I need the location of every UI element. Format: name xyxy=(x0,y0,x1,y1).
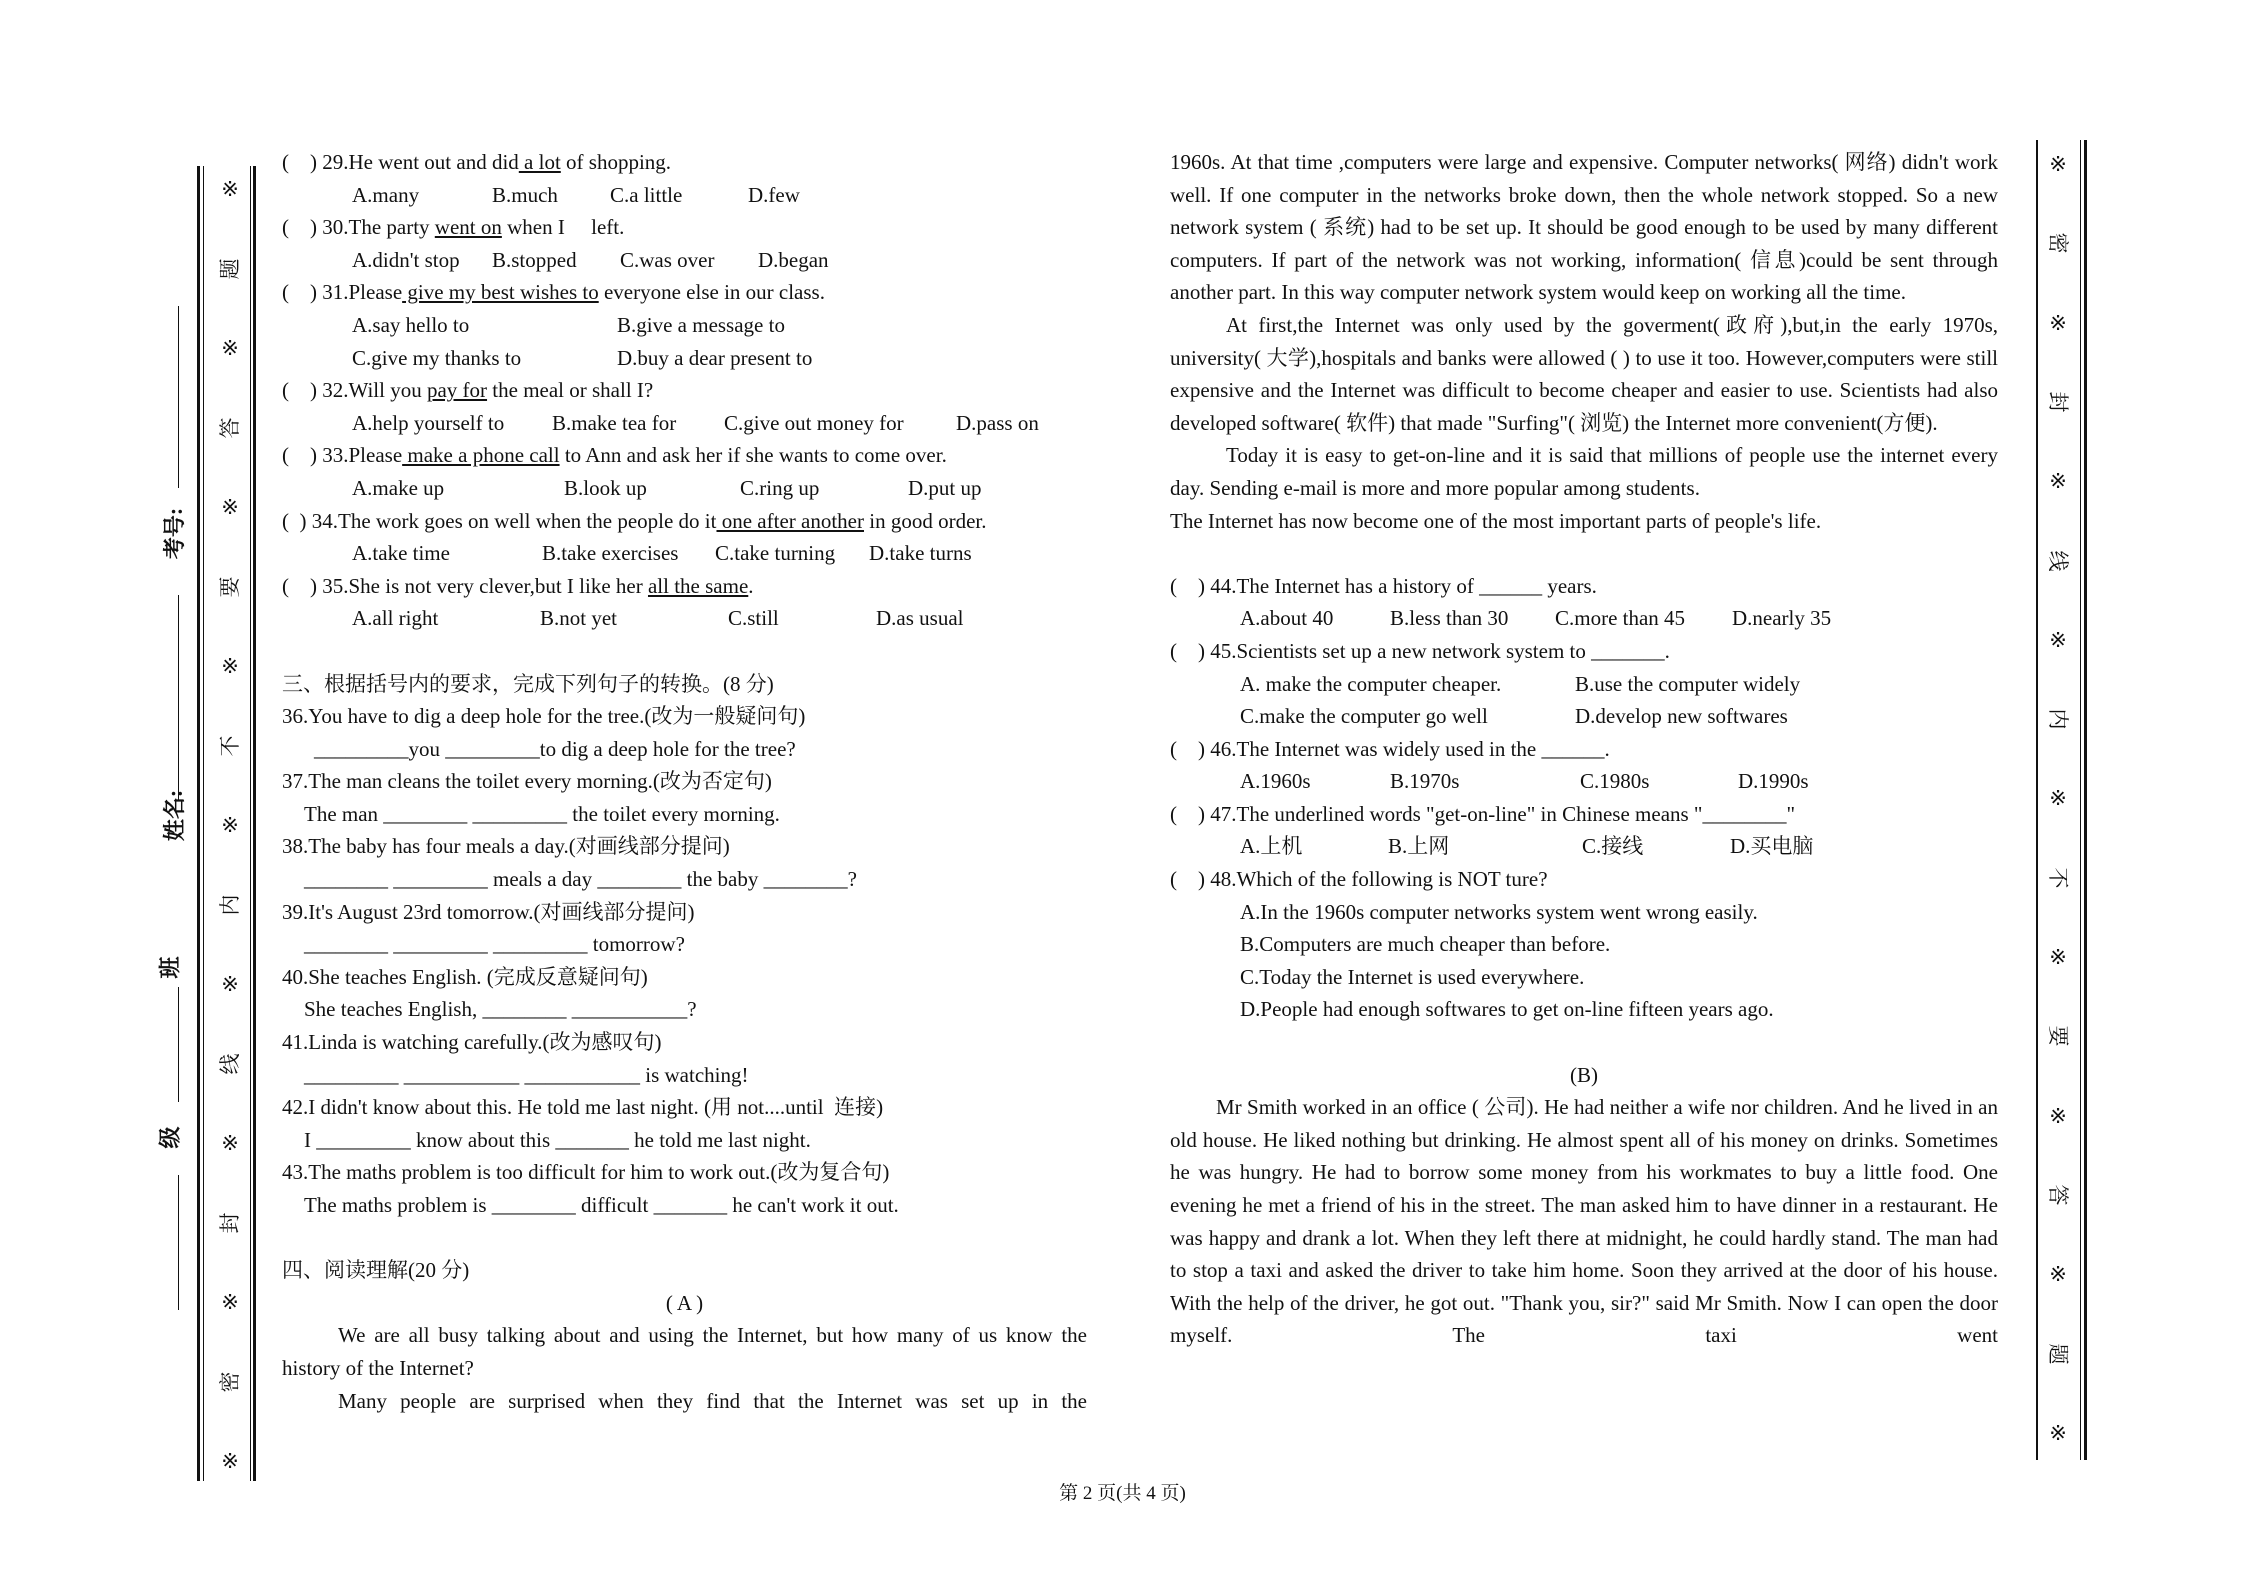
passage-a-paragraph: 1960s. At that time ,computers were large and expensive. Computer networks( 网络) didn't work well. If one computer in the networks broke down, then the whole network stopped. So a new network system ( 系统) had to be set up. It should be good enough to be used by many different computers. If part of the network was not working, information( 信息)could be sent through another part. In this way computer network system would keep on working all the time. xyxy=(1170,150,1998,305)
option: D.put up xyxy=(908,475,982,500)
option: B.take exercises xyxy=(542,541,679,566)
option: C.take turning xyxy=(715,541,836,566)
option: C.give my thanks to xyxy=(352,345,522,370)
answer-42: I _________ know about this _______ he told me last night. xyxy=(304,1127,811,1152)
sentence-39: 39.It's August 23rd tomorrow.(对画线部分提问) xyxy=(282,899,695,924)
binding-mark: ※ xyxy=(2049,1262,2067,1287)
question-47: ( ) 47.The underlined words "get-on-line" in Chinese means "________" xyxy=(1170,801,1796,826)
question-30: ( ) 30.The party went on when I left. xyxy=(282,215,625,240)
section-3-title: 三、根据括号内的要求，完成下列句子的转换。(8 分) xyxy=(282,671,774,696)
option: B.less than 30 xyxy=(1390,606,1509,631)
label-line xyxy=(178,306,179,488)
option: C.give out money for xyxy=(724,410,904,435)
answer-37: The man ________ _________ the toilet every morning. xyxy=(304,801,780,826)
binding-char: 线 xyxy=(2046,550,2070,571)
options-31 xyxy=(282,309,1087,342)
question-33: ( ) 33.Please make a phone call to Ann and ask her if she wants to come over. xyxy=(282,443,947,468)
option: B.use the computer widely xyxy=(1575,671,1801,696)
section-4-title: 四、阅读理解(20 分) xyxy=(282,1258,470,1283)
question-45: ( ) 45.Scientists set up a new network system to _______. xyxy=(1170,638,1670,663)
option: A.上机 xyxy=(1240,834,1303,859)
binding-mark: ※ xyxy=(2049,786,2067,811)
name-label: 姓名: xyxy=(162,789,188,842)
binding-char: 答 xyxy=(218,417,242,438)
option: D.1990s xyxy=(1738,769,1809,794)
binding-rule xyxy=(250,166,251,1481)
option: B.give a message to xyxy=(617,312,785,337)
option: D.buy a dear present to xyxy=(617,345,813,370)
option: A.say hello to xyxy=(352,312,470,337)
question-32: ( ) 32.Will you pay for the meal or shall I? xyxy=(282,378,654,403)
answer-38: ________ _________ meals a day ________ the baby ________? xyxy=(304,867,857,892)
binding-char: 答 xyxy=(2046,1184,2070,1206)
right-column xyxy=(1170,146,1998,1352)
binding-mark: ※ xyxy=(2049,627,2067,652)
sentence-37: 37.The man cleans the toilet every morning.(改为否定句) xyxy=(282,769,772,794)
question-48: ( ) 48.Which of the following is NOT ture? xyxy=(1170,867,1548,892)
option: B.look up xyxy=(564,475,647,500)
options-45b xyxy=(1170,700,1998,733)
options-30 xyxy=(282,244,1087,277)
passage-a-paragraph: Many people are surprised when they find that the Internet was set up in the xyxy=(338,1388,1087,1413)
binding-rule xyxy=(2080,140,2081,1460)
answer-40: She teaches English, ________ ___________? xyxy=(304,997,697,1022)
binding-char: 要 xyxy=(218,576,242,597)
options-32 xyxy=(282,407,1087,440)
option: A.all right xyxy=(352,606,439,631)
binding-char: 内 xyxy=(2046,708,2070,730)
option: C.1980s xyxy=(1580,769,1650,794)
options-31b xyxy=(282,342,1087,375)
binding-mark: ※ xyxy=(221,177,239,201)
option: A.1960s xyxy=(1240,769,1311,794)
sentence-42: 42.I didn't know about this. He told me last night. (用 not....until 连接) xyxy=(282,1095,884,1120)
option: A.make up xyxy=(352,475,445,500)
option: B.much xyxy=(492,182,558,207)
exam-number-label: 考号: xyxy=(162,507,188,560)
binding-mark: ※ xyxy=(221,336,239,360)
grade-label: 级 xyxy=(157,1126,183,1149)
option: B.1970s xyxy=(1390,769,1460,794)
binding-char: 内 xyxy=(218,894,242,915)
option: A.help yourself to xyxy=(352,410,505,435)
binding-rule xyxy=(203,166,204,1481)
option: D.few xyxy=(748,182,800,207)
binding-char: 不 xyxy=(2046,867,2070,889)
option: D.买电脑 xyxy=(1730,834,1814,859)
option: A.about 40 xyxy=(1240,606,1334,631)
options-33 xyxy=(282,472,1087,505)
option: C.Today the Internet is used everywhere. xyxy=(1240,964,1585,989)
option: D.take turns xyxy=(869,541,972,566)
option: D.nearly 35 xyxy=(1732,606,1832,631)
passage-a-paragraph: We are all busy talking about and using the Internet, but how many of us know the history of the Internet? xyxy=(282,1323,1087,1380)
binding-mark: ※ xyxy=(2049,310,2067,335)
option: B.上网 xyxy=(1388,834,1450,859)
option: C.more than 45 xyxy=(1555,606,1686,631)
option: C.a little xyxy=(610,182,683,207)
options-44 xyxy=(1170,602,1998,635)
option: A.many xyxy=(352,182,420,207)
answer-39: ________ _________ _________ tomorrow? xyxy=(304,932,685,957)
label-line xyxy=(178,595,179,800)
option: D.as usual xyxy=(876,606,964,631)
options-46 xyxy=(1170,765,1998,798)
option: B.stopped xyxy=(492,247,577,272)
binding-rule xyxy=(197,166,200,1481)
answer-43: The maths problem is ________ difficult _______ he can't work it out. xyxy=(304,1193,899,1217)
options-34 xyxy=(282,537,1087,570)
option: D.People had enough softwares to get on-line fifteen years ago. xyxy=(1240,997,1774,1022)
binding-mark: ※ xyxy=(221,972,239,996)
options-45 xyxy=(1170,668,1998,701)
binding-char: 不 xyxy=(218,735,242,756)
binding-char: 密 xyxy=(218,1371,242,1392)
sentence-36: 36.You have to dig a deep hole for the tree.(改为一般疑问句) xyxy=(282,704,806,729)
binding-char: 题 xyxy=(218,258,242,279)
answer-41: _________ ___________ ___________ is watching! xyxy=(304,1062,749,1087)
binding-char: 封 xyxy=(218,1212,242,1233)
option: C.still xyxy=(728,606,779,631)
option: C.was over xyxy=(620,247,715,272)
binding-mark: ※ xyxy=(221,495,239,519)
option: D.develop new softwares xyxy=(1575,704,1788,729)
binding-char: 密 xyxy=(2046,232,2070,254)
option: A.take time xyxy=(352,541,450,566)
option: A.didn't stop xyxy=(352,247,460,272)
page-footer: 第 2 页(共 4 页) xyxy=(1059,1483,1186,1504)
binding-mark: ※ xyxy=(221,654,239,678)
sentence-40: 40.She teaches English. (完成反意疑问句) xyxy=(282,964,648,989)
passage-b-label: (B) xyxy=(1570,1062,1598,1087)
binding-char: 题 xyxy=(2046,1343,2070,1364)
question-29: ( ) 29.He went out and did a lot of shopping. xyxy=(282,150,672,174)
binding-mark: ※ xyxy=(221,1131,239,1155)
option: B.not yet xyxy=(540,606,617,631)
class-label: 班 xyxy=(157,956,183,979)
option: C.ring up xyxy=(740,475,820,500)
options-29 xyxy=(282,179,1087,212)
passage-a-label: ( A ) xyxy=(665,1290,704,1315)
binding-mark: ※ xyxy=(2049,152,2067,176)
binding-mark: ※ xyxy=(221,1290,239,1314)
passage-a-paragraph: Today it is easy to get-on-line and it is said that millions of people use the internet every day. Sending e-mail is more and more popular among students. xyxy=(1170,443,1998,500)
option: B.Computers are much cheaper than before. xyxy=(1240,932,1611,957)
binding-char: 要 xyxy=(2046,1025,2070,1047)
question-31: ( ) 31.Please give my best wishes to everyone else in our class. xyxy=(282,280,825,305)
sentence-41: 41.Linda is watching carefully.(改为感叹句) xyxy=(282,1030,662,1055)
binding-rule xyxy=(2036,140,2038,1460)
option: C.make the computer go well xyxy=(1240,704,1488,729)
sentence-43: 43.The maths problem is too difficult for him to work out.(改为复合句) xyxy=(282,1160,890,1185)
question-44: ( ) 44.The Internet has a history of ______ years. xyxy=(1170,573,1597,598)
left-column xyxy=(282,146,1087,1417)
options-35 xyxy=(282,602,1087,635)
option: A.In the 1960s computer networks system went wrong easily. xyxy=(1240,899,1758,924)
binding-mark: ※ xyxy=(2049,1103,2067,1128)
passage-a-paragraph: At first,the Internet was only used by the goverment(政府),but,in the early 1970s, university( 大学),hospitals and banks were allowed ( ) to use it too. However,computers were still expensive and the Internet was difficult to become cheaper and easier to use. Scientists had also developed software( 软件) that made "Surfing"( 浏览) the Internet more convenient(方便). xyxy=(1170,312,1998,435)
option: D.began xyxy=(758,247,829,272)
binding-mark: ※ xyxy=(2049,469,2067,494)
passage-b-paragraph: Mr Smith worked in an office ( 公司). He had neither a wife nor children. And he lived in an old house. He liked nothing but drinking. He almost spent all of his money on drinks. Sometimes he was hungry. He had to borrow some money from his workmates to buy a little food. One evening he met a friend of his in the street. The man asked him to have dinner in a restaurant. He was happy and drank a lot. When they left there at midnight, he could hardly stand. The man had to stop a taxi and asked the driver to take him home. Soon they arrived at the door of his house. With the help of the driver, he got out. "Thank you, sir?" said Mr Smith. Now I can open the door myself. The taxi went xyxy=(1170,1095,1998,1348)
option: A. make the computer cheaper. xyxy=(1240,671,1502,696)
binding-mark: ※ xyxy=(2049,945,2067,969)
passage-a-paragraph: The Internet has now become one of the most important parts of people's life. xyxy=(1170,508,1822,533)
question-34: ( ) 34.The work goes on well when the people do it one after another in good order. xyxy=(282,508,987,533)
sentence-38: 38.The baby has four meals a day.(对画线部分提问) xyxy=(282,834,730,859)
binding-rule xyxy=(253,166,256,1481)
binding-char: 封 xyxy=(2046,391,2070,413)
binding-mark: ※ xyxy=(221,1449,239,1473)
answer-36: _________you _________to dig a deep hole for the tree? xyxy=(314,736,796,761)
options-47 xyxy=(1170,830,1998,863)
option: C.接线 xyxy=(1582,834,1644,859)
question-46: ( ) 46.The Internet was widely used in the ______. xyxy=(1170,736,1610,761)
binding-rule xyxy=(2084,140,2087,1460)
label-line xyxy=(178,1175,179,1310)
binding-char: 线 xyxy=(218,1053,242,1074)
label-line xyxy=(178,987,179,1102)
option: D.pass on xyxy=(956,410,1039,435)
binding-mark: ※ xyxy=(2049,1420,2067,1445)
question-35: ( ) 35.She is not very clever,but I like her all the same. xyxy=(282,573,754,598)
option: B.make tea for xyxy=(552,410,677,435)
binding-mark: ※ xyxy=(221,813,239,837)
